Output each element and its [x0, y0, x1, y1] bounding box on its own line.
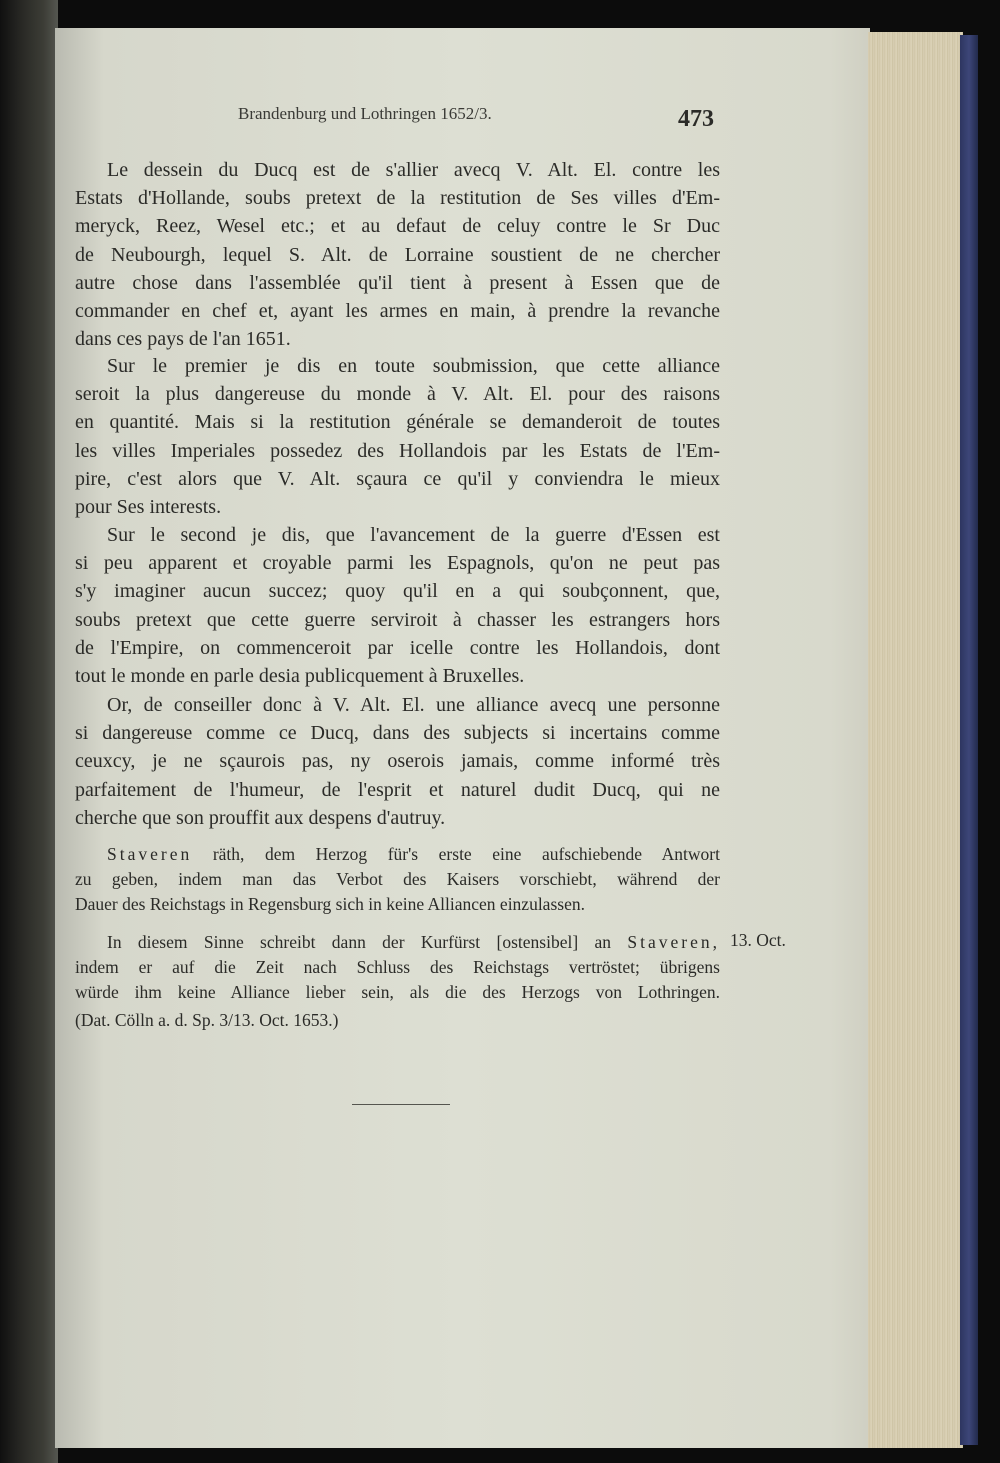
section-rule [352, 1104, 450, 1105]
text-line: parfaitement de l'humeur, de l'esprit et naturel dudit Ducq, qui ne [75, 778, 720, 801]
text-line: si dangereuse comme ce Ducq, dans des subjects si incertains comme [75, 722, 720, 745]
text-line: s'y imaginer aucun succez; quoy qu'il en a qui soubçonnent, que, [75, 580, 720, 603]
text-line: pire, c'est alors que V. Alt. sçaura ce qu'il y conviendra le mieux [75, 467, 720, 490]
note-line: In diesem Sinne schreibt dann der Kurfürst [ostensibel] an Staveren, [107, 932, 720, 952]
text-line: commander en chef et, ayant les armes en main, à prendre la revanche [75, 300, 720, 322]
text-line: autre chose dans l'assemblée qu'il tient à present à Essen que de [75, 271, 720, 294]
summary-line: zu geben, indem man das Verbot des Kaisers vorschiebt, während der [75, 869, 720, 889]
text-line: cherche que son prouffit aux despens d'autruy. [75, 806, 446, 829]
text-line: les villes Imperiales possedez des Hollandois par les Estats de l'Em- [75, 439, 720, 462]
text-line: Sur le premier je dis en toute soubmission, que cette alliance [107, 355, 720, 377]
text-line: ceuxcy, je ne sçaurois pas, ny oserois jamais, comme informé très [75, 750, 720, 773]
text-line: Or, de conseiller donc à V. Alt. El. une alliance avecq une personne [107, 694, 720, 716]
text-line: de l'Empire, on commenceroit par icelle contre les Hollandois, dont [75, 636, 720, 659]
summary-name: Staveren [107, 844, 193, 864]
page-number: 473 [678, 106, 714, 132]
text-line: Estats d'Hollande, soubs pretext de la restitution de Ses villes d'Em- [75, 187, 720, 210]
book-binding-shadow [0, 0, 58, 1463]
note-line: (Dat. Cölln a. d. Sp. 3/13. Oct. 1653.) [75, 1010, 339, 1030]
text-line: pour Ses interests. [75, 496, 222, 518]
text-line: si peu apparent et croyable parmi les Espagnols, qu'on ne peut pas [75, 552, 720, 575]
text-line: seroit la plus dangereuse du monde à V. Alt. El. pour des raisons [75, 383, 720, 406]
text-line: Sur le second je dis, que l'avancement de la guerre d'Essen est [107, 524, 720, 546]
book-cover-edge [960, 35, 978, 1445]
running-title: Brandenburg und Lothringen 1652/3. [238, 104, 492, 123]
summary-line: Dauer des Reichstags in Regensburg sich in keine Alliancen einzulassen. [75, 894, 585, 914]
text-line: tout le monde en parle desia publicquement à Bruxelles. [75, 665, 525, 687]
margin-date: 13. Oct. [730, 930, 786, 950]
summary-line: Staveren räth, dem Herzog für's erste eine aufschiebende Antwort [107, 844, 721, 864]
text-line: Le dessein du Ducq est de s'allier avecq V. Alt. El. contre les [107, 159, 720, 181]
text-line: de Neubourgh, lequel S. Alt. de Lorraine soustient de ne chercher [75, 243, 720, 266]
text-line: dans ces pays de l'an 1651. [75, 328, 291, 351]
note-line: indem er auf die Zeit nach Schluss des Reichstags vertröstet; übrigens [75, 957, 720, 977]
page-edges [868, 32, 963, 1448]
text-line: meryck, Reez, Wesel etc.; et au defaut de celuy contre le Sr Duc [75, 215, 720, 238]
text-line: soubs pretext que cette guerre serviroit à chasser les estrangers hors [75, 608, 720, 631]
note-line: würde ihm keine Alliance lieber sein, als die des Herzogs von Lothringen. [75, 982, 720, 1002]
text-line: en quantité. Mais si la restitution générale se demanderoit de toutes [75, 411, 720, 434]
